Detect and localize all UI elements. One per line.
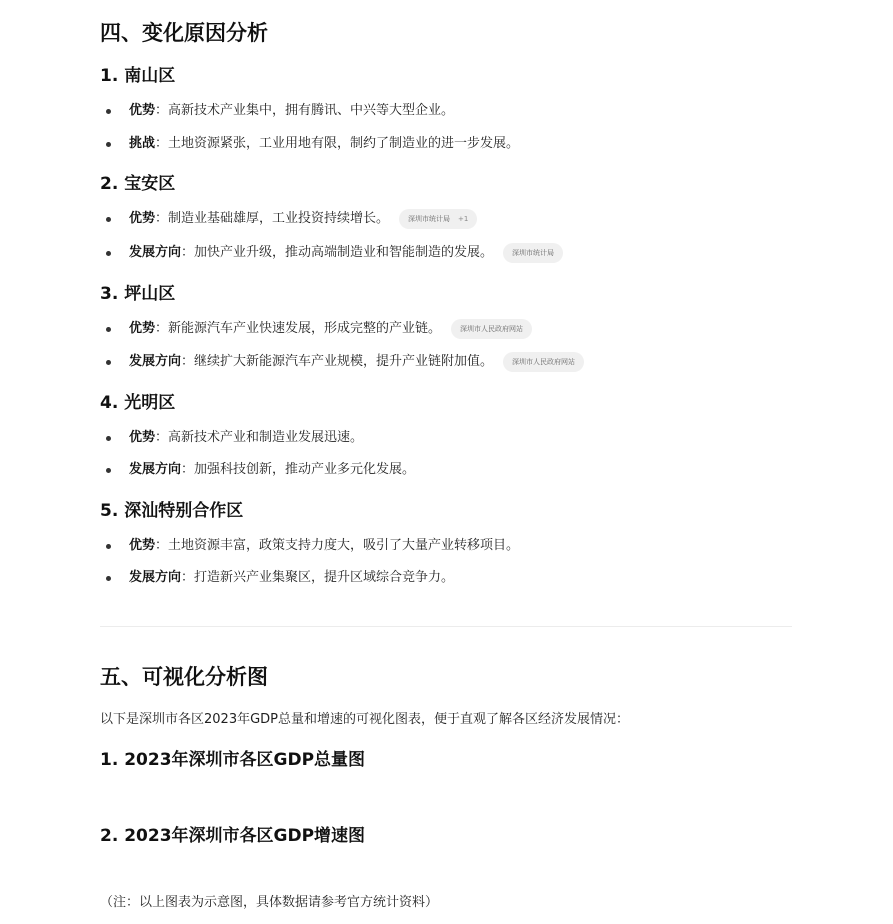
- source-chip-label: 深圳市人民政府网站: [512, 358, 576, 366]
- item-label: 发展方向: [129, 570, 182, 585]
- section-divider: [100, 626, 792, 627]
- item-label: 发展方向: [129, 354, 182, 369]
- district-heading-baoan: 2. 宝安区: [100, 174, 176, 194]
- item-text: ：土地资源紧张，工业用地有限，制约了制造业的进一步发展。: [155, 136, 520, 151]
- bullet-dot: [106, 576, 111, 581]
- chart1-heading: 1. 2023年深圳市各区GDP总量图: [100, 750, 366, 770]
- bullet-dot: [106, 251, 111, 256]
- bullet-dot: [106, 217, 111, 222]
- source-chip-label: 深圳市人民政府网站: [460, 325, 524, 333]
- list-item: [100, 352, 584, 372]
- section5-intro: 以下是深圳市各区2023年GDP总量和增速的可视化图表，便于直观了解各区经济发展情况：: [100, 712, 630, 727]
- list-item: [100, 428, 363, 448]
- bullet-dot: [106, 544, 111, 549]
- item-text: ：加强科技创新，推动产业多元化发展。: [181, 462, 416, 477]
- source-chip[interactable]: [503, 352, 584, 372]
- source-chip[interactable]: [503, 243, 563, 263]
- item-label: 优势: [129, 430, 156, 445]
- section4-title: 四、变化原因分析: [100, 21, 268, 45]
- item-label: 优势: [129, 103, 156, 118]
- list-item: [100, 536, 519, 556]
- bullet-dot: [106, 327, 111, 332]
- footnote: （注：以上图表为示意图，具体数据请参考官方统计资料）: [100, 895, 439, 910]
- item-text: ：继续扩大新能源汽车产业规模，提升产业链附加值。: [181, 354, 494, 369]
- list-item: [100, 460, 415, 480]
- item-label: 发展方向: [129, 462, 182, 477]
- section5-title: 五、可视化分析图: [100, 665, 268, 689]
- item-text: ：高新技术产业和制造业发展迅速。: [155, 430, 364, 445]
- list-item: [100, 319, 532, 339]
- item-text: ：打造新兴产业集聚区，提升区域综合竞争力。: [181, 570, 455, 585]
- district-heading-nanshan: 1. 南山区: [100, 66, 176, 86]
- item-label: 挑战: [129, 136, 156, 151]
- item-text: ：高新技术产业集中，拥有腾讯、中兴等大型企业。: [155, 103, 455, 118]
- list-item: [100, 568, 454, 588]
- item-text: ：制造业基础雄厚，工业投资持续增长。: [155, 211, 390, 226]
- item-label: 优势: [129, 321, 156, 336]
- item-label: 优势: [129, 538, 156, 553]
- bullet-dot: [106, 436, 111, 441]
- list-item: [100, 209, 477, 229]
- district-heading-shenshan: 5. 深汕特别合作区: [100, 501, 244, 521]
- item-text: ：土地资源丰富，政策支持力度大，吸引了大量产业转移项目。: [155, 538, 520, 553]
- district-heading-guangming: 4. 光明区: [100, 393, 176, 413]
- district-heading-pingshan: 3. 坪山区: [100, 284, 176, 304]
- chart2-heading: 2. 2023年深圳市各区GDP增速图: [100, 826, 366, 846]
- source-chip-more: +1: [458, 215, 469, 223]
- item-text: ：加快产业升级，推动高端制造业和智能制造的发展。: [181, 245, 494, 260]
- item-text: ：新能源汽车产业快速发展，形成完整的产业链。: [155, 321, 442, 336]
- source-chip-label: 深圳市统计局: [512, 249, 555, 257]
- source-chip[interactable]: [399, 209, 477, 229]
- item-label: 发展方向: [129, 245, 182, 260]
- source-chip[interactable]: [451, 319, 532, 339]
- item-label: 优势: [129, 211, 156, 226]
- list-item: [100, 243, 563, 263]
- bullet-dot: [106, 142, 111, 147]
- bullet-dot: [106, 360, 111, 365]
- source-chip-label: 深圳市统计局: [408, 215, 451, 223]
- bullet-dot: [106, 468, 111, 473]
- bullet-dot: [106, 109, 111, 114]
- list-item: [100, 134, 519, 154]
- list-item: [100, 101, 454, 121]
